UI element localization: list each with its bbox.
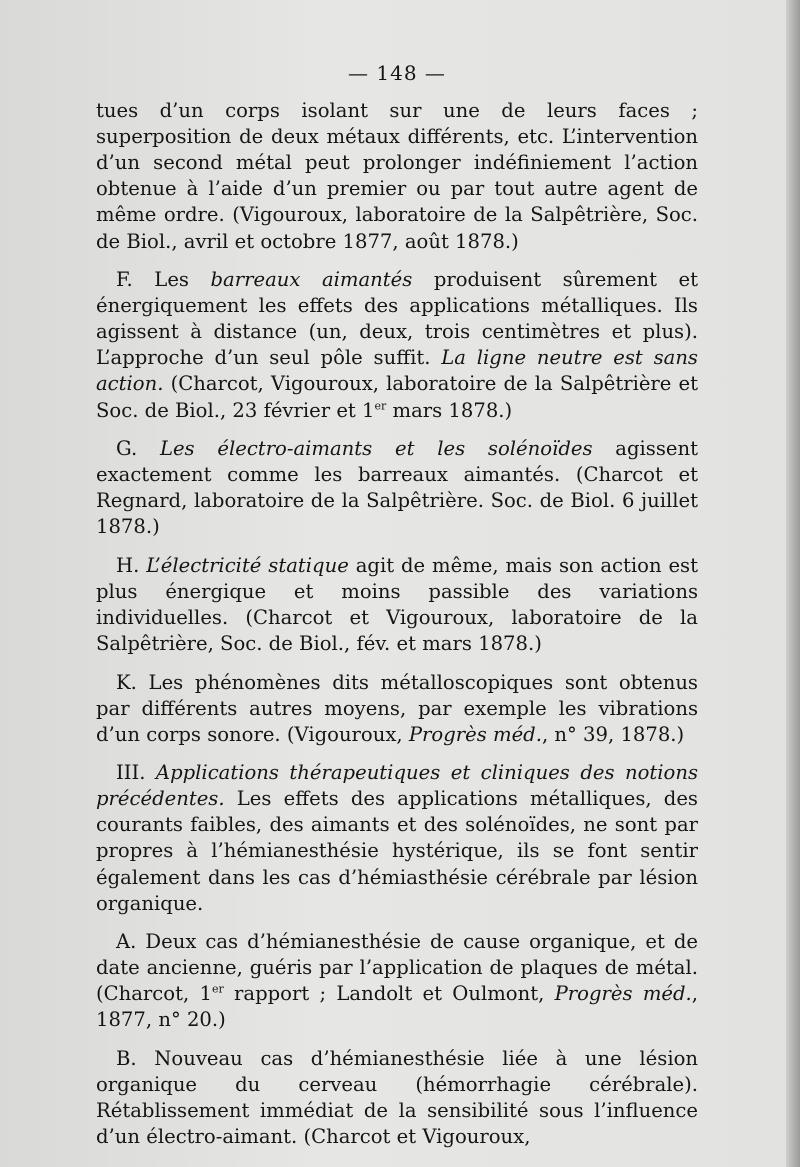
italic-text: Progrès méd.: [408, 722, 542, 746]
text-segment: Les effets des applications métalliques, des courants faibles, des aimants et des solénoïdes, ne sont par propres à l’hémianesthésie hystérique, ils se font sentir également dans les cas d’hémiasthésie cérébrale par lésion organique.: [96, 787, 698, 915]
text-segment: K. Les phénomènes dits métalloscopiques sont obtenus par différents autres moyens, par exemple les vibrations d’un corps sonore. (Vigouroux,: [96, 670, 698, 746]
text-segment: (Charcot, Vigouroux, laboratoire de la Salpêtrière et Soc. de Biol., 23 février et 1: [96, 372, 698, 422]
italic-text: Les électro-aimants et les solénoïdes: [159, 437, 593, 460]
text-segment: tues d’un corps isolant sur une de leurs faces ; superposition de deux métaux différents, etc. L’intervention d’un second métal peut prolonger indéfiniement l’action obtenue à l’aide d’un premier ou par tout autre agent de même ordre. (Vigouroux, laboratoire de la Salpêtrière, Soc. de Biol., avril et octobre 1877, août 1878.): [96, 99, 698, 253]
italic-text: barreaux aimantés: [210, 268, 413, 292]
superscript: er: [374, 398, 387, 412]
text-segment: F. Les: [116, 268, 211, 292]
paragraph-pIII: [96, 760, 698, 917]
text-segment: , n° 39, 1878.): [541, 722, 685, 746]
page-number: — 148 —: [348, 61, 446, 85]
text-segment: agit de même, mais son action est plus énergique et moins passible des variations individuelles. (Charcot et Vigouroux, laboratoire de la Salpêtrière, Soc. de Biol., fév. et mars 1878.): [96, 553, 698, 656]
paragraph-list: [96, 98, 698, 1150]
page-content: [96, 60, 698, 1163]
text-segment: , 1877, n° 20.): [96, 982, 698, 1032]
page-edge-shadow: [786, 0, 800, 1167]
paragraph-pG: [96, 436, 698, 540]
text-segment: agissent exactement comme les barreaux aimantés. (Charcot et Regnard, laboratoire de la Salpêtrière. Soc. de Biol. 6 juillet 1878.): [96, 437, 698, 539]
paragraph-pA: [96, 929, 698, 1033]
superscript: er: [211, 982, 224, 996]
paragraph-pF: [96, 267, 698, 424]
italic-text: La ligne neutre est sans action.: [96, 346, 698, 396]
paragraph-pB: [96, 1046, 698, 1150]
italic-text: Applications thérapeutiques et cliniques des notions précédentes.: [96, 761, 698, 811]
text-segment: B. Nouveau cas d’hémianesthésie liée à une lésion organique du cerveau (hémorrhagie cérébrale). Rétablissement immédiat de la sensibilité sous l’influence d’un électro-aimant. (Charcot et Vigouroux,: [96, 1046, 698, 1149]
paragraph-p0: [96, 98, 698, 255]
paragraph-pK: [96, 670, 698, 748]
text-segment: III.: [116, 761, 156, 785]
text-segment: produisent sûrement et énergiquement les effets des applications métalliques. Ils agissent à distance (un, deux, trois centimètres et plus). L’approche d’un seul pôle suffit.: [96, 268, 698, 370]
text-segment: H.: [116, 553, 147, 577]
italic-text: L’électricité statique: [146, 553, 349, 577]
text-segment: mars 1878.): [386, 398, 513, 422]
text-segment: A. Deux cas d’hémianesthésie de cause organique, et de date ancienne, guéris par l’application de plaques de métal. (Charcot, 1: [96, 930, 698, 1006]
italic-text: Progrès méd.: [554, 982, 692, 1006]
text-segment: rapport ; Landolt et Oulmont,: [223, 982, 555, 1006]
text-segment: G.: [116, 437, 160, 460]
paragraph-pH: [96, 553, 698, 657]
